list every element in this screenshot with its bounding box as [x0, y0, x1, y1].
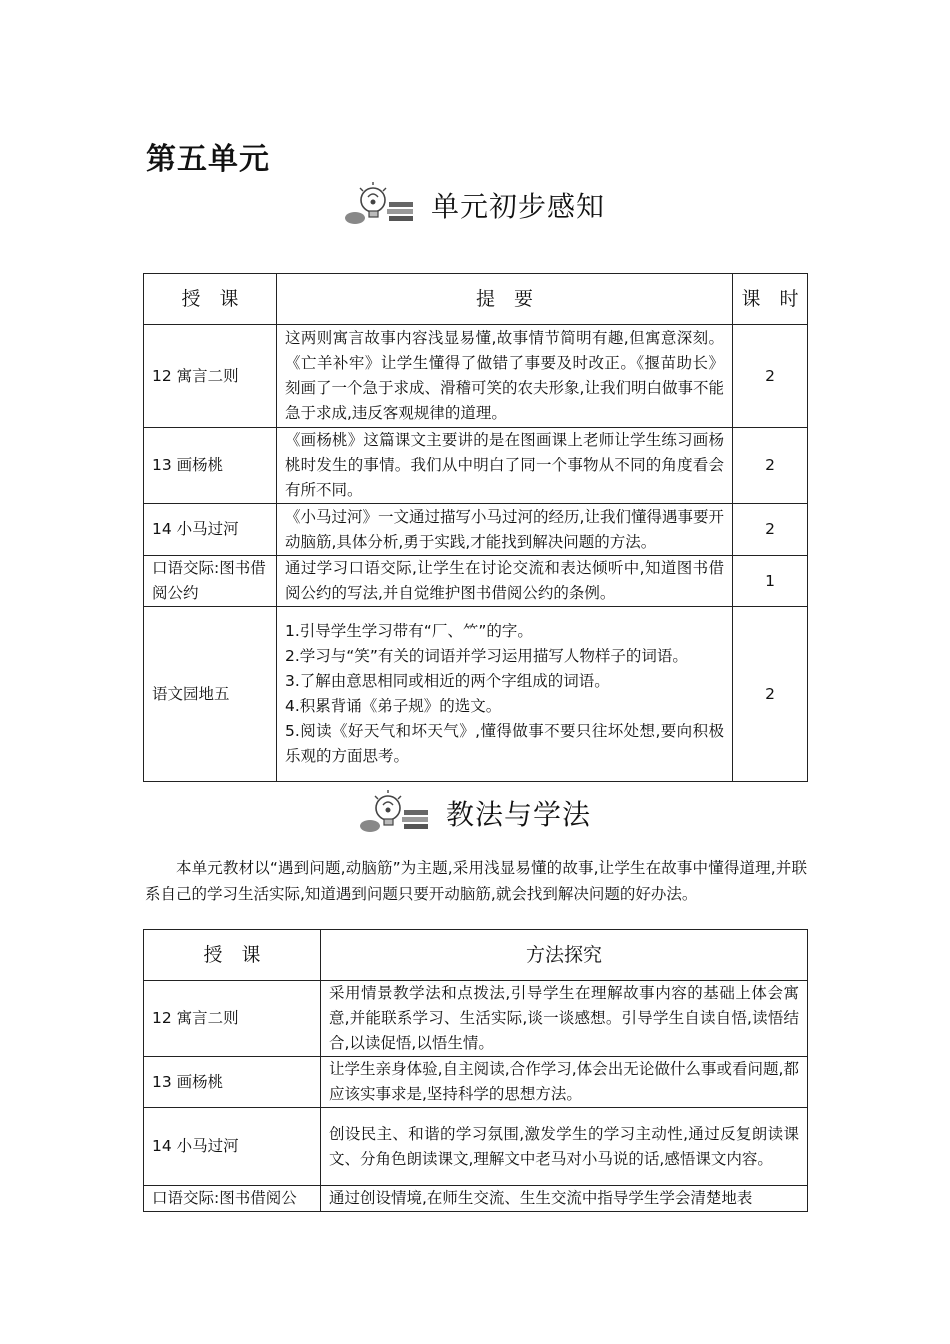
lesson-cell: 口语交际:图书借阅公约	[144, 556, 277, 607]
hours-cell: 2	[733, 325, 808, 428]
methods-paragraph: 本单元教材以“遇到问题,动脑筋”为主题,采用浅显易懂的故事,让学生在故事中懂得道理,并联系自己的学习生活实际,知道遇到问题只要开动脑筋,就会找到解决问题的好办法。	[145, 859, 807, 903]
section-heading-methods	[358, 790, 591, 836]
lesson-cell: 13 画杨桃	[144, 1057, 321, 1108]
method-cell: 采用情景教学法和点拨法,引导学生在理解故事内容的基础上体会寓意,并能联系学习、生活实际,谈一谈感想。引导学生自读自悟,读悟结合,以读促悟,以悟生情。	[321, 981, 808, 1057]
header-method: 方法探究	[321, 930, 808, 981]
summary-cell: 《小马过河》一文通过描写小马过河的经历,让我们懂得遇事要开动脑筋,具体分析,勇于实践,才能找到解决问题的方法。	[277, 504, 733, 556]
table-header-row	[144, 930, 808, 981]
lesson-cell: 12 寓言二则	[144, 325, 277, 428]
table-row	[144, 607, 808, 782]
header-lesson: 授 课	[144, 930, 321, 981]
summary-cell: 《画杨桃》这篇课文主要讲的是在图画课上老师让学生练习画杨桃时发生的事情。我们从中明白了同一个事物从不同的角度看会有所不同。	[277, 428, 733, 504]
method-cell: 创设民主、和谐的学习氛围,激发学生的学习主动性,通过反复朗读课文、分角色朗读课文,理解文中老马对小马说的话,感悟课文内容。	[321, 1108, 808, 1186]
section-heading-perception	[343, 182, 605, 228]
summary-cell: 这两则寓言故事内容浅显易懂,故事情节简明有趣,但寓意深刻。《亡羊补牢》让学生懂得了做错了事要及时改正。《揠苗助长》刻画了一个急于求成、滑稽可笑的农夫形象,让我们明白做事不能急于求成,违反客观规律的道理。	[277, 325, 733, 428]
table-row	[144, 981, 808, 1057]
hours-cell: 1	[733, 556, 808, 607]
table-row	[144, 1108, 808, 1186]
header-summary: 提 要	[277, 274, 733, 325]
hours-cell: 2	[733, 504, 808, 556]
table-row	[144, 1057, 808, 1108]
lightbulb-books-icon	[343, 182, 415, 228]
section-heading-label: 教法与学法	[446, 798, 592, 831]
table-row	[144, 556, 808, 607]
hours-cell: 2	[733, 607, 808, 782]
summary-cell: 通过学习口语交际,让学生在讨论交流和表达倾听中,知道图书借阅公约的写法,并自觉维护图书借阅公约的条例。	[277, 556, 733, 607]
lesson-cell: 12 寓言二则	[144, 981, 321, 1057]
summary-cell: 1.引导学生学习带有“厂、⺮”的字。 2.学习与“笑”有关的词语并学习运用描写人物样子的词语。 3.了解由意思相同或相近的两个字组成的词语。 4.积累背诵《弟子规》的选文。 5.阅读《好天气和坏天气》,懂得做事不要只往坏处想,要向积极乐观的方面思考。	[277, 607, 733, 782]
lesson-cell: 口语交际:图书借阅公	[144, 1186, 321, 1212]
header-lesson: 授 课	[144, 274, 277, 325]
section-heading-label: 单元初步感知	[431, 190, 606, 223]
lesson-cell: 14 小马过河	[144, 504, 277, 556]
table-header-row	[144, 274, 808, 325]
unit-title: 第五单元	[146, 142, 270, 177]
method-cell: 通过创设情境,在师生交流、生生交流中指导学生学会清楚地表	[321, 1186, 808, 1212]
teaching-method-table	[143, 929, 808, 1212]
lesson-cell: 14 小马过河	[144, 1108, 321, 1186]
lesson-cell: 语文园地五	[144, 607, 277, 782]
hours-cell: 2	[733, 428, 808, 504]
lightbulb-books-icon	[358, 790, 430, 836]
table-row	[144, 428, 808, 504]
table-row	[144, 1186, 808, 1212]
table-row	[144, 325, 808, 428]
lesson-cell: 13 画杨桃	[144, 428, 277, 504]
method-cell: 让学生亲身体验,自主阅读,合作学习,体会出无论做什么事或看问题,都应该实事求是,坚持科学的思想方法。	[321, 1057, 808, 1108]
table-row	[144, 504, 808, 556]
header-hours: 课 时	[733, 274, 808, 325]
lesson-summary-table	[143, 273, 808, 782]
